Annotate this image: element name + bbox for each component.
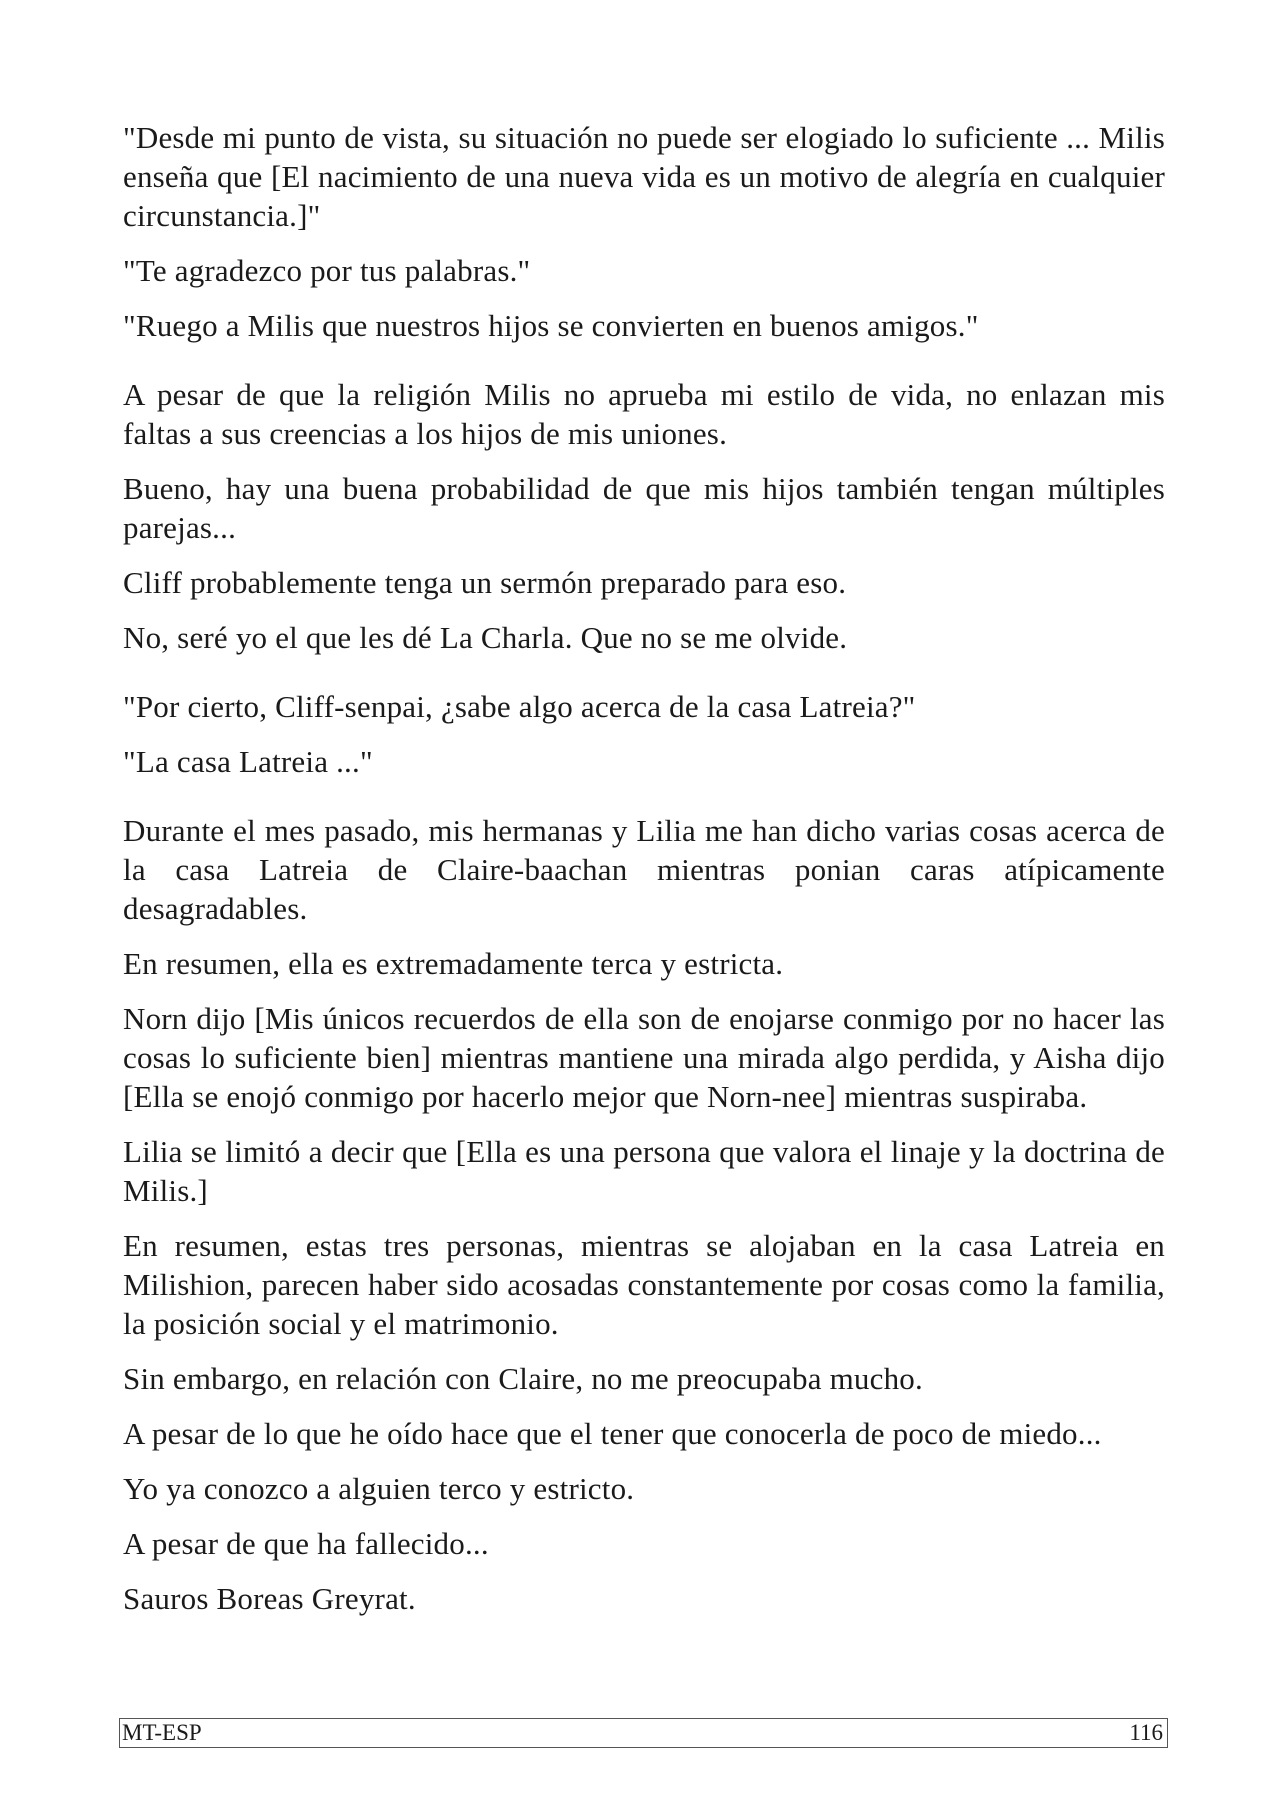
paragraph: Durante el mes pasado, mis hermanas y Lilia me han dicho varias cosas acerca de la casa Latreia de Claire-baachan mientras ponian caras atípicamente desagradables. (123, 813, 1165, 926)
paragraph: Sauros Boreas Greyrat. (123, 1581, 416, 1616)
paragraph: A pesar de que la religión Milis no aprueba mi estilo de vida, no enlazan mis faltas a sus creencias a los hijos de mis uniones. (123, 377, 1165, 451)
page-number: 116 (1129, 1720, 1163, 1745)
paragraph: Cliff probablemente tenga un sermón preparado para eso. (123, 565, 847, 600)
paragraph: Yo ya conozco a alguien terco y estricto. (123, 1471, 635, 1506)
paragraph: Norn dijo [Mis únicos recuerdos de ella son de enojarse conmigo por no hacer las cosas lo suficiente bien] mientras mantiene una mirada algo perdida, y Aisha dijo [Ella se enojó conmigo por hacerlo mejor que Norn-nee] mientras suspiraba. (123, 1001, 1165, 1114)
paragraph: En resumen, estas tres personas, mientras se alojaban en la casa Latreia en Milishion, parecen haber sido acosadas constantemente por cosas como la familia, la posición social y el matrimonio. (123, 1228, 1165, 1341)
paragraph: A pesar de lo que he oído hace que el tener que conocerla de poco de miedo... (123, 1416, 1102, 1451)
paragraph: "Ruego a Milis que nuestros hijos se convierten en buenos amigos." (123, 308, 979, 343)
paragraph: En resumen, ella es extremadamente terca y estricta. (123, 946, 784, 981)
paragraph: "La casa Latreia ..." (123, 744, 373, 779)
paragraph: "Desde mi punto de vista, su situación no puede ser elogiado lo suficiente ... Milis enseña que [El nacimiento de una nueva vida es un motivo de alegría en cualquier circunstancia.]" (123, 120, 1165, 233)
page-footer (119, 1718, 1168, 1748)
page-body (123, 118, 1165, 1634)
paragraph: "Te agradezco por tus palabras." (123, 253, 531, 288)
paragraph: No, seré yo el que les dé La Charla. Que no se me olvide. (123, 620, 848, 655)
footer-title: MT-ESP (122, 1720, 202, 1745)
paragraph: A pesar de que ha fallecido... (123, 1526, 489, 1561)
paragraph: Lilia se limitó a decir que [Ella es una persona que valora el linaje y la doctrina de Milis.] (123, 1134, 1165, 1208)
paragraph: Bueno, hay una buena probabilidad de que mis hijos también tengan múltiples parejas... (123, 471, 1165, 545)
paragraph: Sin embargo, en relación con Claire, no me preocupaba mucho. (123, 1361, 923, 1396)
paragraph: "Por cierto, Cliff-senpai, ¿sabe algo acerca de la casa Latreia?" (123, 689, 916, 724)
